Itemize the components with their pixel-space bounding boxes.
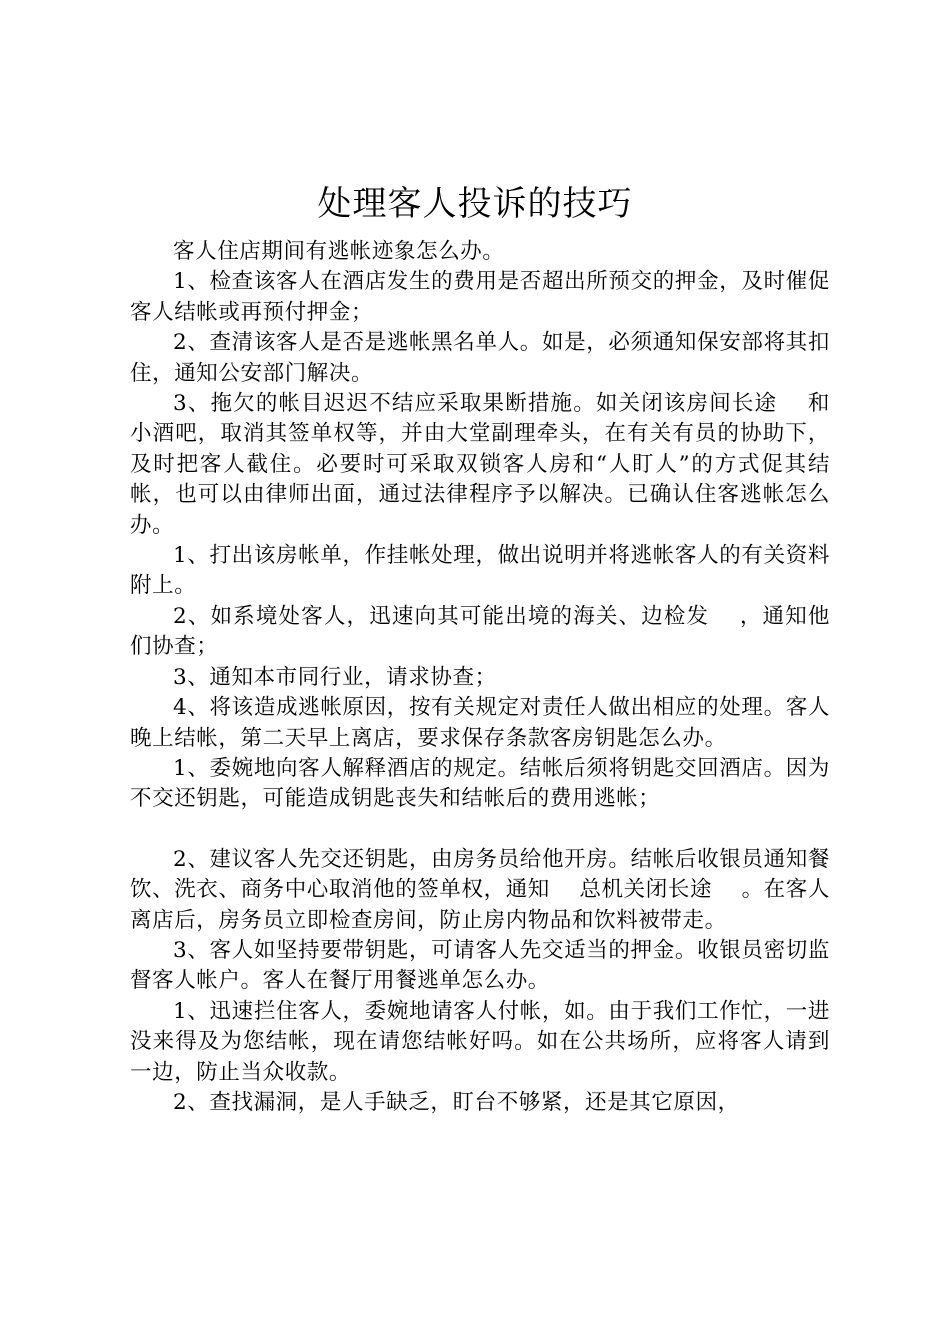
paragraph: 3、通知本市同行业，请求协查； xyxy=(173,664,497,690)
paragraph: 4、将该造成逃帐原因，按有关规定对责任人做出相应的处理。客人晚上结帐，第二天早上离店，要求保存条款客房钥匙怎么办。 xyxy=(130,695,830,751)
paragraph: 客人住店期间有逃帐迹象怎么办。 xyxy=(173,239,505,264)
paragraph: 2、查清该客人是否是逃帐黑名单人。如是，必须通知保安部将其扣住，通知公安部门解决。 xyxy=(130,330,830,386)
paragraph: 1、检查该客人在酒店发生的费用是否超出所预交的押金，及时催促客人结帐或再预付押金； xyxy=(130,269,830,325)
paragraph: 3、客人如坚持要带钥匙，可请客人先交适当的押金。收银员密切监督客人帐户。客人在餐厅用餐逃单怎么办。 xyxy=(130,937,830,994)
paragraph: 1、委婉地向客人解释酒店的规定。结帐后须将钥匙交回酒店。因为不交还钥匙，可能造成钥匙丧失和结帐后的费用逃帐； xyxy=(130,755,830,812)
paragraph: 2、查找漏洞，是人手缺乏，盯台不够紧，还是其它原因， xyxy=(173,1089,740,1115)
document-title: 处理客人投诉的技巧 xyxy=(317,184,633,224)
paragraph: 3、拖欠的帐目迟迟不结应采取果断措施。如关闭该房间长途 和小酒吧，取消其签单权等，并由大堂副理牵头，在有关有员的协助下，及时把客人截住。必要时可采取双锁客人房和“人盯人”的方式促其结帐，也可以由律师出面，通过法律程序予以解决。已确认住客逃帐怎么办。 xyxy=(130,391,830,538)
paragraph: 1、迅速拦住客人，委婉地请客人付帐，如。由于我们工作忙，一进没来得及为您结帐，现在请您结帐好吗。如在公共场所，应将客人请到一边，防止当众收款。 xyxy=(130,998,830,1085)
document-body xyxy=(130,237,830,1118)
paragraph-spacer xyxy=(130,815,830,845)
paragraph: 2、建议客人先交还钥匙，由房务员给他开房。结帐后收银员通知餐饮、洗衣、商务中心取消他的签单权，通知 总机关闭长途 。在客人离店后，房务员立即检查房间，防止房内物品和饮料被带走。 xyxy=(130,846,830,933)
paragraph: 1、打出该房帐单，作挂帐处理，做出说明并将逃帐客人的有关资料附上。 xyxy=(130,543,830,599)
paragraph: 2、如系境处客人，迅速向其可能出境的海关、边检发 ，通知他们协查； xyxy=(130,603,830,660)
